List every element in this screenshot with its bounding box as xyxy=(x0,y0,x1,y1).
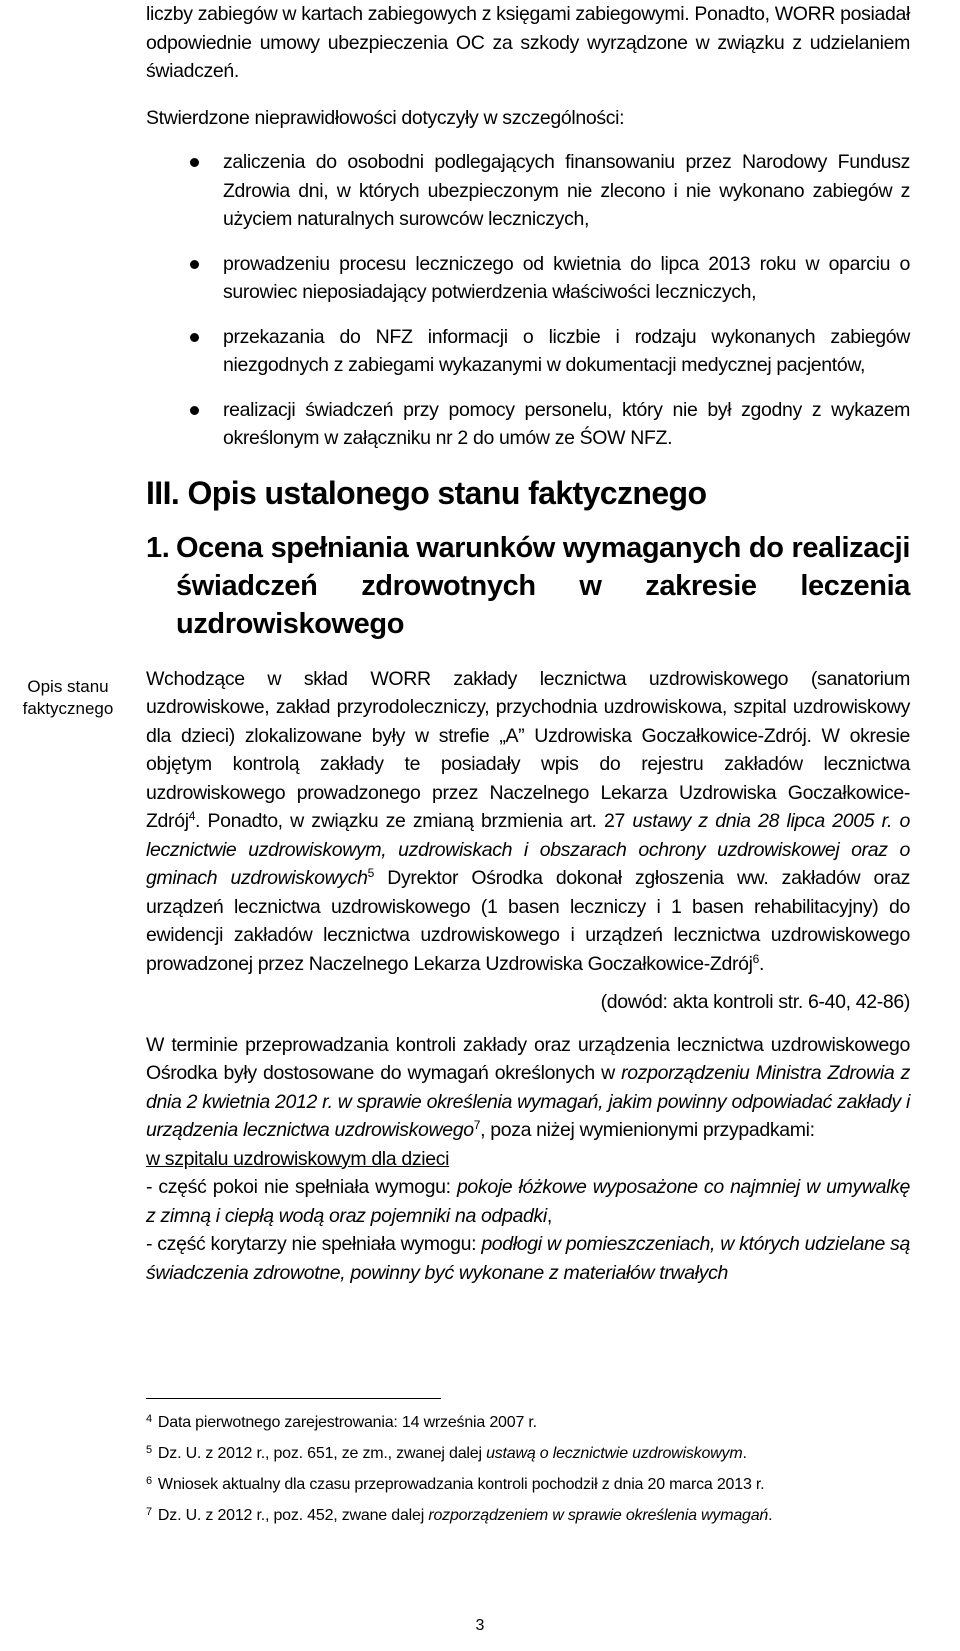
footnote-italic: rozporządzeniem w sprawie określenia wymagań xyxy=(428,1507,769,1524)
footnote-ref[interactable]: 7 xyxy=(473,1118,481,1132)
subsection-heading xyxy=(146,529,910,643)
list-item-text: przekazania do NFZ informacji o liczbie i rodzaju wykonanych zabiegów niezgodnych z zabiegami wykazanymi w dokumentacji medycznej pacjentów, xyxy=(223,325,910,376)
footnote-ref[interactable]: 6 xyxy=(752,951,759,966)
act-title: ustawy z dnia 28 lipca 2005 r. o lecznictwie uzdrowiskowym, uzdrowiskach i obszarach ochrony uzdrowiskowej oraz o gminach uzdrowiskowych xyxy=(146,810,910,889)
footnote xyxy=(146,1412,910,1433)
footnote-number: 5 xyxy=(146,1444,152,1456)
findings-lead: Stwierdzone nieprawidłowości dotyczyły w szczególności: xyxy=(146,106,625,129)
text-run: - część korytarzy nie spełniała wymogu: xyxy=(146,1233,482,1255)
footnote-text: Wniosek aktualny dla czasu przeprowadzania kontroli pochodził z dnia 20 marca 2013 r. xyxy=(157,1476,765,1493)
deficiency-item xyxy=(146,1173,910,1230)
text-run: - część pokoi nie spełniała wymogu: xyxy=(146,1176,457,1198)
list-item-text: zaliczenia do osobodni podlegających finansowaniu przez Narodowy Fundusz Zdrowia dni, w których ubezpieczonym nie zlecono i nie wykonano zabiegów z użyciem naturalnych surowców leczniczych, xyxy=(223,151,910,230)
page-number: 3 xyxy=(475,1617,485,1634)
main-content xyxy=(146,0,910,1287)
footnote-separator xyxy=(146,1398,441,1399)
text-run: , poza niżej wymienionymi przypadkami: xyxy=(480,1119,815,1141)
list-item xyxy=(146,323,910,380)
list-item xyxy=(146,396,910,453)
list-item-text: prowadzeniu procesu leczniczego od kwietnia do lipca 2013 roku w oparciu o surowiec nieposiadający potwierdzenia właściwości leczniczych, xyxy=(223,252,910,303)
text-run: . xyxy=(758,952,765,975)
margin-note: Opis stanu faktycznego xyxy=(22,677,114,718)
text-run: Wchodzące w skład WORR zakłady lecznictwa uzdrowiskowego (sanatorium uzdrowiskowe, zakład przyrodoleczniczy, przychodnia uzdrowiskowa, szpital uzdrowiskowy dla dzieci) zlokalizowane były w strefie „A” Uzdrowiska Goczałkowice-Zdrój. W okresie objętym kontrolą zakłady te posiadały wpis do rejestru zakładów lecznictwa uzdrowiskowego prowadzonego przez Naczelnego Lekarza Uzdrowiska Goczałkowice-Zdrój xyxy=(146,667,910,832)
footnote-number: 7 xyxy=(146,1506,152,1518)
requirement-text: pokoje łóżkowe wyposażone co najmniej w umywalkę z zimną i ciepłą wodą oraz pojemniki na odpadki xyxy=(146,1176,910,1227)
footnote-text: Dz. U. z 2012 r., poz. 651, ze zm., zwanej dalej xyxy=(157,1445,487,1462)
text-run: , xyxy=(546,1204,552,1227)
subsection-number: 1. xyxy=(146,531,170,564)
requirement-text: podłogi w pomieszczeniach, w których udzielane są świadczenia zdrowotne, powinny być wykonane z materiałów trwałych xyxy=(146,1233,910,1284)
footnote-text: Data pierwotnego zarejestrowania: 14 września 2007 r. xyxy=(157,1414,537,1431)
underlined-subheading: w szpitalu uzdrowiskowym dla dzieci xyxy=(146,1147,450,1170)
text-run: W terminie przeprowadzania kontroli zakłady oraz urządzenia lecznictwa uzdrowiskowego Ośrodka były dostosowane do wymagań określonych w xyxy=(146,1033,910,1084)
footnote-number: 6 xyxy=(146,1475,152,1487)
footnote-text: Dz. U. z 2012 r., poz. 452, zwane dalej xyxy=(157,1507,429,1524)
bullet-icon xyxy=(190,158,199,167)
body-paragraph-1 xyxy=(146,665,910,979)
bullet-icon xyxy=(190,333,199,342)
footnote-text: . xyxy=(768,1507,773,1524)
footnote xyxy=(146,1443,910,1464)
regulation-title: rozporządzeniu Ministra Zdrowia z dnia 2 kwietnia 2012 r. w sprawie określenia wymagań, jakim powinny odpowiadać zakłady i urządzenia lecznictwa uzdrowiskowego xyxy=(146,1062,910,1141)
footnotes xyxy=(146,1412,910,1536)
bullet-icon xyxy=(190,406,199,415)
footnote-number: 4 xyxy=(146,1413,152,1425)
list-item xyxy=(146,148,910,234)
section-heading: III. Opis ustalonego stanu faktycznego xyxy=(146,474,707,511)
subsection-title: Ocena spełniania warunków wymaganych do realizacji świadczeń zdrowotnych w zakresie leczenia uzdrowiskowego xyxy=(176,531,910,640)
footnote-ref[interactable]: 4 xyxy=(188,809,196,823)
footnote xyxy=(146,1474,910,1495)
findings-list xyxy=(146,148,910,453)
footnote-italic: ustawą o lecznictwie uzdrowiskowym xyxy=(486,1445,743,1462)
text-run: . Ponadto, w związku ze zmianą brzmienia art. 27 xyxy=(195,810,633,832)
deficiency-item xyxy=(146,1230,910,1287)
footnote-ref[interactable]: 5 xyxy=(367,866,374,880)
footnote xyxy=(146,1505,910,1526)
evidence-note: (dowód: akta kontroli str. 6-40, 42-86) xyxy=(600,991,910,1013)
intro-paragraph: liczby zabiegów w kartach zabiegowych z księgami zabiegowymi. Ponadto, WORR posiadał odpowiednie umowy ubezpieczenia OC za szkody wyrządzone w związku z udzielaniem świadczeń. xyxy=(146,3,910,82)
bullet-icon xyxy=(190,260,199,269)
body-paragraph-2 xyxy=(146,1031,910,1145)
list-item-text: realizacji świadczeń przy pomocy personelu, który nie był zgodny z wykazem określonym w załączniku nr 2 do umów ze ŚOW NFZ. xyxy=(223,398,910,449)
footnote-text: . xyxy=(742,1445,747,1462)
text-run: Dyrektor Ośrodka dokonał zgłoszenia ww. zakładów oraz urządzeń lecznictwa uzdrowiskowego (1 basen leczniczy i 1 basen rehabilitacyjny) do ewidencji zakładów lecznictwa uzdrowiskowego i urządzeń lecznictwa uzdrowiskowego prowadzonej przez Naczelnego Lekarza Uzdrowiska Goczałkowice-Zdrój xyxy=(146,867,910,975)
list-item xyxy=(146,250,910,307)
